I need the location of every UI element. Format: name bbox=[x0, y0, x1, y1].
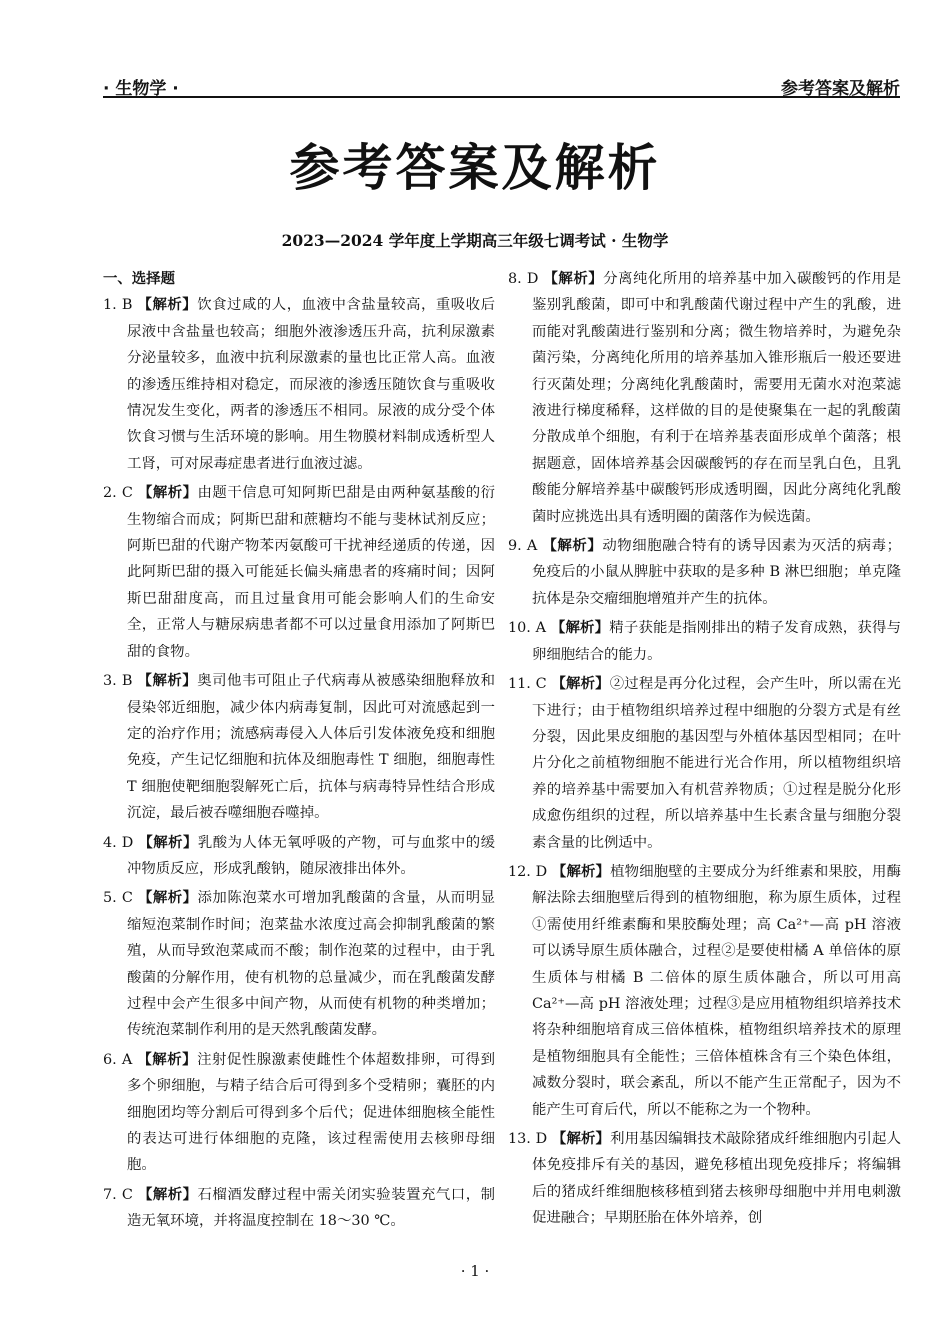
analysis-tag: 【解析】 bbox=[542, 538, 603, 555]
answer-number: 3. bbox=[103, 673, 117, 690]
analysis-text: 注射促性腺激素使雌性个体超数排卵，可得到多个卵细胞，与精子结合后可得到多个受精卵；囊胚的内细胞团均等分割后可得到多个后代；促进体细胞核全能性的表达可进行体细胞的克隆，该过程需使用去核卵母细胞。 bbox=[127, 1051, 495, 1174]
answer-number: 7. bbox=[103, 1186, 117, 1203]
analysis-tag: 【解析】 bbox=[137, 297, 198, 314]
analysis-tag: 【解析】 bbox=[137, 890, 198, 907]
answer-number: 8. bbox=[508, 271, 522, 287]
answer-item bbox=[508, 266, 901, 530]
analysis-tag: 【解析】 bbox=[551, 676, 610, 693]
analysis-tag: 【解析】 bbox=[550, 620, 610, 637]
answer-choice: B bbox=[121, 673, 133, 690]
answer-choice: D bbox=[526, 271, 539, 287]
answer-item bbox=[103, 292, 495, 477]
answer-choice: C bbox=[121, 1186, 133, 1203]
answer-item bbox=[508, 859, 901, 1123]
analysis-text: 精子获能是指刚排出的精子发育成熟，获得与卵细胞结合的能力。 bbox=[532, 620, 901, 663]
page-number: · 1 · bbox=[460, 1262, 490, 1280]
answer-choice: C bbox=[535, 676, 547, 693]
answer-item bbox=[508, 1126, 901, 1232]
analysis-text: 奥司他韦可阻止子代病毒从被感染细胞释放和侵染邻近细胞，减少体内病毒复制，因此可对流感起到一定的治疗作用；流感病毒侵入人体后引发体液免疫和细胞免疫，产生记忆细胞和抗体及细胞毒性 T 细胞，细胞毒性 T 细胞使靶细胞裂解死亡后，抗体与病毒特异性结合形成沉淀，最后被吞噬细胞吞噬掉。 bbox=[127, 673, 495, 822]
analysis-text: 植物细胞壁的主要成分为纤维素和果胶，用酶解法除去细胞壁后得到的植物细胞，称为原生质体，过程①需使用纤维素酶和果胶酶处理；高 Ca²⁺—高 pH 溶液可以诱导原生质体融合，过程②是要使柑橘 A 单倍体的原生质体与柑橘 B 二倍体的原生质体融合，所以可用高 Ca²⁺—高 pH 溶液处理；过程③是应用植物组织培养技术将杂种细胞培育成三倍体植株，植物组织培养技术的原理是植物细胞具有全能性；三倍体植株含有三个染色体组，减数分裂时，联会紊乱，所以不能产生正常配子，因为不能产生可育后代，所以不能称之为一个物种。 bbox=[532, 863, 901, 1118]
header-divider bbox=[103, 96, 900, 98]
analysis-tag: 【解析】 bbox=[137, 485, 198, 502]
answer-number: 6. bbox=[103, 1051, 117, 1068]
analysis-text: 利用基因编辑技术敲除猪成纤维细胞内引起人体免疫排斥有关的基因，避免移植出现免疫排斥；将编辑后的猪成纤维细胞核移植到猪去核卵母细胞中并用电刺激促进融合；早期胚胎在体外培养，创 bbox=[532, 1131, 901, 1227]
analysis-text: 饮食过咸的人，血液中含盐量较高，重吸收后尿液中含盐量也较高；细胞外液渗透压升高，抗利尿激素分泌量较多，血液中抗利尿激素的量也比正常人高。血液的渗透压维持相对稳定，而尿液的渗透压随饮食与重吸收情况发生变化，两者的渗透压不相同。尿液的成分受个体饮食习惯与生活环境的影响。用生物膜材料制成透析型人工肾，可对尿毒症患者进行血液过滤。 bbox=[127, 297, 495, 472]
right-column bbox=[508, 266, 901, 1235]
answer-number: 11. bbox=[508, 676, 531, 693]
answer-item bbox=[103, 1047, 495, 1179]
analysis-tag: 【解析】 bbox=[137, 1186, 198, 1203]
answer-item bbox=[103, 885, 495, 1043]
analysis-text: 动物细胞融合特有的诱导因素为灭活的病毒；免疫后的小鼠从脾脏中获取的是多种 B 淋巴细胞；单克隆抗体是杂交瘤细胞增殖并产生的抗体。 bbox=[532, 538, 901, 607]
answer-number: 4. bbox=[103, 834, 117, 851]
answer-choice: D bbox=[535, 863, 548, 880]
answer-item bbox=[103, 830, 495, 883]
answer-choice: D bbox=[535, 1131, 548, 1147]
answer-number: 1. bbox=[103, 297, 117, 314]
answer-number: 12. bbox=[508, 863, 531, 880]
answer-item bbox=[508, 671, 901, 856]
answer-number: 2. bbox=[103, 485, 117, 502]
answer-number: 13. bbox=[508, 1131, 531, 1147]
answer-choice: B bbox=[121, 297, 133, 314]
header-section-title: 参考答案及解析 bbox=[781, 79, 900, 99]
analysis-tag: 【解析】 bbox=[137, 1051, 198, 1068]
answer-number: 10. bbox=[508, 620, 531, 637]
answer-choice: A bbox=[121, 1051, 133, 1068]
answer-item bbox=[103, 480, 495, 665]
analysis-text: 石榴酒发酵过程中需关闭实验装置充气口，制造无氧环境，并将温度控制在 18～30 ℃。 bbox=[127, 1186, 495, 1230]
left-column bbox=[103, 266, 495, 1238]
answer-choice: A bbox=[526, 538, 538, 555]
answer-choice: C bbox=[121, 890, 133, 907]
answer-item bbox=[103, 1182, 495, 1235]
analysis-text: 由题干信息可知阿斯巴甜是由两种氨基酸的衍生物缩合而成；阿斯巴甜和蔗糖均不能与斐林试剂反应；阿斯巴甜的代谢产物苯丙氨酸可干扰神经递质的传递，因此阿斯巴甜的摄入可能延长偏头痛患者的疼痛时间；因阿斯巴甜甜度高，而且过量食用可能会影响人们的生命安全，正常人与糖尿病患者都不可以过量食用添加了阿斯巴甜的食物。 bbox=[127, 485, 495, 660]
answer-item bbox=[508, 533, 901, 612]
analysis-tag: 【解析】 bbox=[543, 271, 604, 287]
header-subject: · 生物学 · bbox=[103, 79, 179, 99]
analysis-tag: 【解析】 bbox=[551, 1131, 611, 1147]
page-header bbox=[103, 74, 900, 98]
analysis-text: 乳酸为人体无氧呼吸的产物，可与血浆中的缓冲物质反应，形成乳酸钠，随尿液排出体外。 bbox=[127, 834, 495, 877]
answer-choice: C bbox=[121, 485, 133, 502]
answer-number: 5. bbox=[103, 890, 117, 907]
answer-item bbox=[103, 668, 495, 826]
analysis-tag: 【解析】 bbox=[137, 673, 198, 690]
analysis-text: 分离纯化所用的培养基中加入碳酸钙的作用是鉴别乳酸菌，即可中和乳酸菌代谢过程中产生的乳酸，进而能对乳酸菌进行鉴别和分离；微生物培养时，为避免杂菌污染，分离纯化所用的培养基加入锥形瓶后一般还要进行灭菌处理；分离纯化乳酸菌时，需要用无菌水对泡菜滤液进行梯度稀释，这样做的目的是使聚集在一起的乳酸菌分散成单个细胞，有利于在培养基表面形成单个菌落；根据题意，固体培养基会因碳酸钙的存在而呈乳白色，且乳酸能分解培养基中碳酸钙形成透明圈，因此分离纯化乳酸菌时应挑选出具有透明圈的菌落作为候选菌。 bbox=[532, 271, 901, 525]
page-title: 参考答案及解析 bbox=[289, 139, 661, 197]
analysis-text: ②过程是再分化过程，会产生叶，所以需在光下进行；由于植物组织培养过程中细胞的分裂方式是有丝分裂，因此果皮细胞的基因型与外植体基因型相同；在叶片分化之前植物细胞不能进行光合作用，所以植物组织培养的培养基中需要加入有机营养物质；①过程是脱分化形成愈伤组织的过程，所以培养基中生长素含量与细胞分裂素含量的比例适中。 bbox=[532, 676, 901, 851]
analysis-tag: 【解析】 bbox=[551, 863, 611, 880]
answer-choice: A bbox=[535, 620, 547, 637]
section-heading: 一、选择题 bbox=[103, 271, 175, 287]
answer-number: 9. bbox=[508, 538, 522, 555]
answer-choice: D bbox=[121, 834, 134, 851]
exam-subtitle: 2023—2024 学年度上学期高三年级七调考试 · 生物学 bbox=[281, 231, 669, 250]
answer-item bbox=[508, 615, 901, 668]
analysis-text: 添加陈泡菜水可增加乳酸菌的含量，从而明显缩短泡菜制作时间；泡菜盐水浓度过高会抑制乳酸菌的繁殖，从而导致泡菜咸而不酸；制作泡菜的过程中，由于乳酸菌的分解作用，使有机物的总量减少，而在乳酸菌发酵过程中会产生很多中间产物，从而使有机物的种类增加；传统泡菜制作利用的是天然乳酸菌发酵。 bbox=[127, 890, 495, 1039]
analysis-tag: 【解析】 bbox=[138, 834, 198, 851]
